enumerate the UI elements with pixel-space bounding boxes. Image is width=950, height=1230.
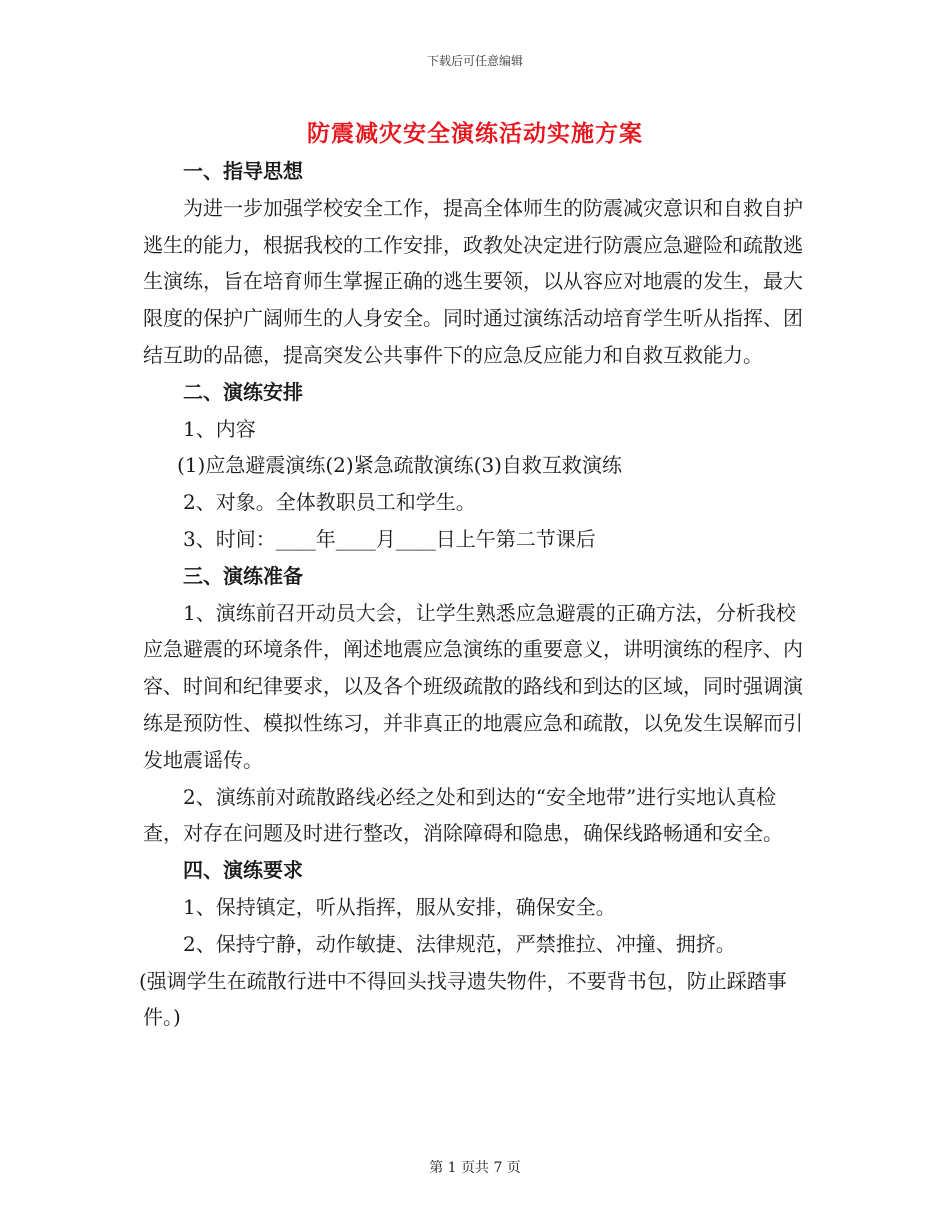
section-3-paragraph-1: 1、演练前召开动员大会，让学生熟悉应急避震的正确方法，分析我校应急避震的环境条件，阐述地震应急演练的重要意义，讲明演练的程序、内容、时间和纪律要求，以及各个班级疏散的路线和到达的区域，同时强调演练是预防性、模拟性练习，并非真正的地震应急和疏散，以免发生误解而引发地震谣传。 [143, 600, 803, 772]
section-3-heading: 三、演练准备 [183, 563, 303, 588]
document-body [139, 153, 815, 1036]
section-1-paragraph: 为进一步加强学校安全工作，提高全体师生的防震减灾意识和自救自护逃生的能力，根据我校的工作安排，政教处决定进行防震应急避险和疏散逃生演练，旨在培育师生掌握正确的逃生要领，以从容应对地震的发生，最大限度的保护广阔师生的人身安全。同时通过演练活动培育学生听从指挥、团结互助的品德，提高突发公共事件下的应急反应能力和自救互救能力。 [143, 195, 803, 367]
document-title: 防震减灾安全演练活动实施方案 [307, 120, 643, 147]
section-2-item-1: 1、内容 [183, 416, 256, 441]
section-4-item-1: 1、保持镇定，听从指挥，服从安排，确保安全。 [183, 894, 616, 919]
header-note: 下载后可任意编辑 [426, 54, 523, 68]
section-2-item-2: 2、对象。全体教职员工和学生。 [183, 490, 476, 515]
section-1-heading: 一、指导思想 [183, 159, 303, 183]
section-3-paragraph-2: 2、演练前对疏散路线必经之处和到达的“安全地带”进行实地认真检查，对存在问题及时进行整改，消除障碍和隐患，确保线路畅通和安全。 [143, 784, 783, 846]
section-2-item-3: 3、时间：____年____月____日上午第二节课后 [183, 526, 596, 551]
section-4-heading: 四、演练要求 [183, 858, 303, 883]
section-2-item-1-detail: (1)应急避震演练(2)紧急疏散演练(3)自救互救演练 [177, 453, 622, 478]
page-number: 第 1 页共 7 页 [429, 1160, 521, 1176]
section-4-item-2: 2、保持宁静，动作敏捷、法律规范，严禁推拉、冲撞、拥挤。 [183, 931, 736, 956]
section-2-heading: 二、演练安排 [183, 379, 303, 404]
section-4-item-2-note: (强调学生在疏散行进中不得回头找寻遗失物件，不要背书包，防止踩踏事件。) [139, 968, 787, 1030]
